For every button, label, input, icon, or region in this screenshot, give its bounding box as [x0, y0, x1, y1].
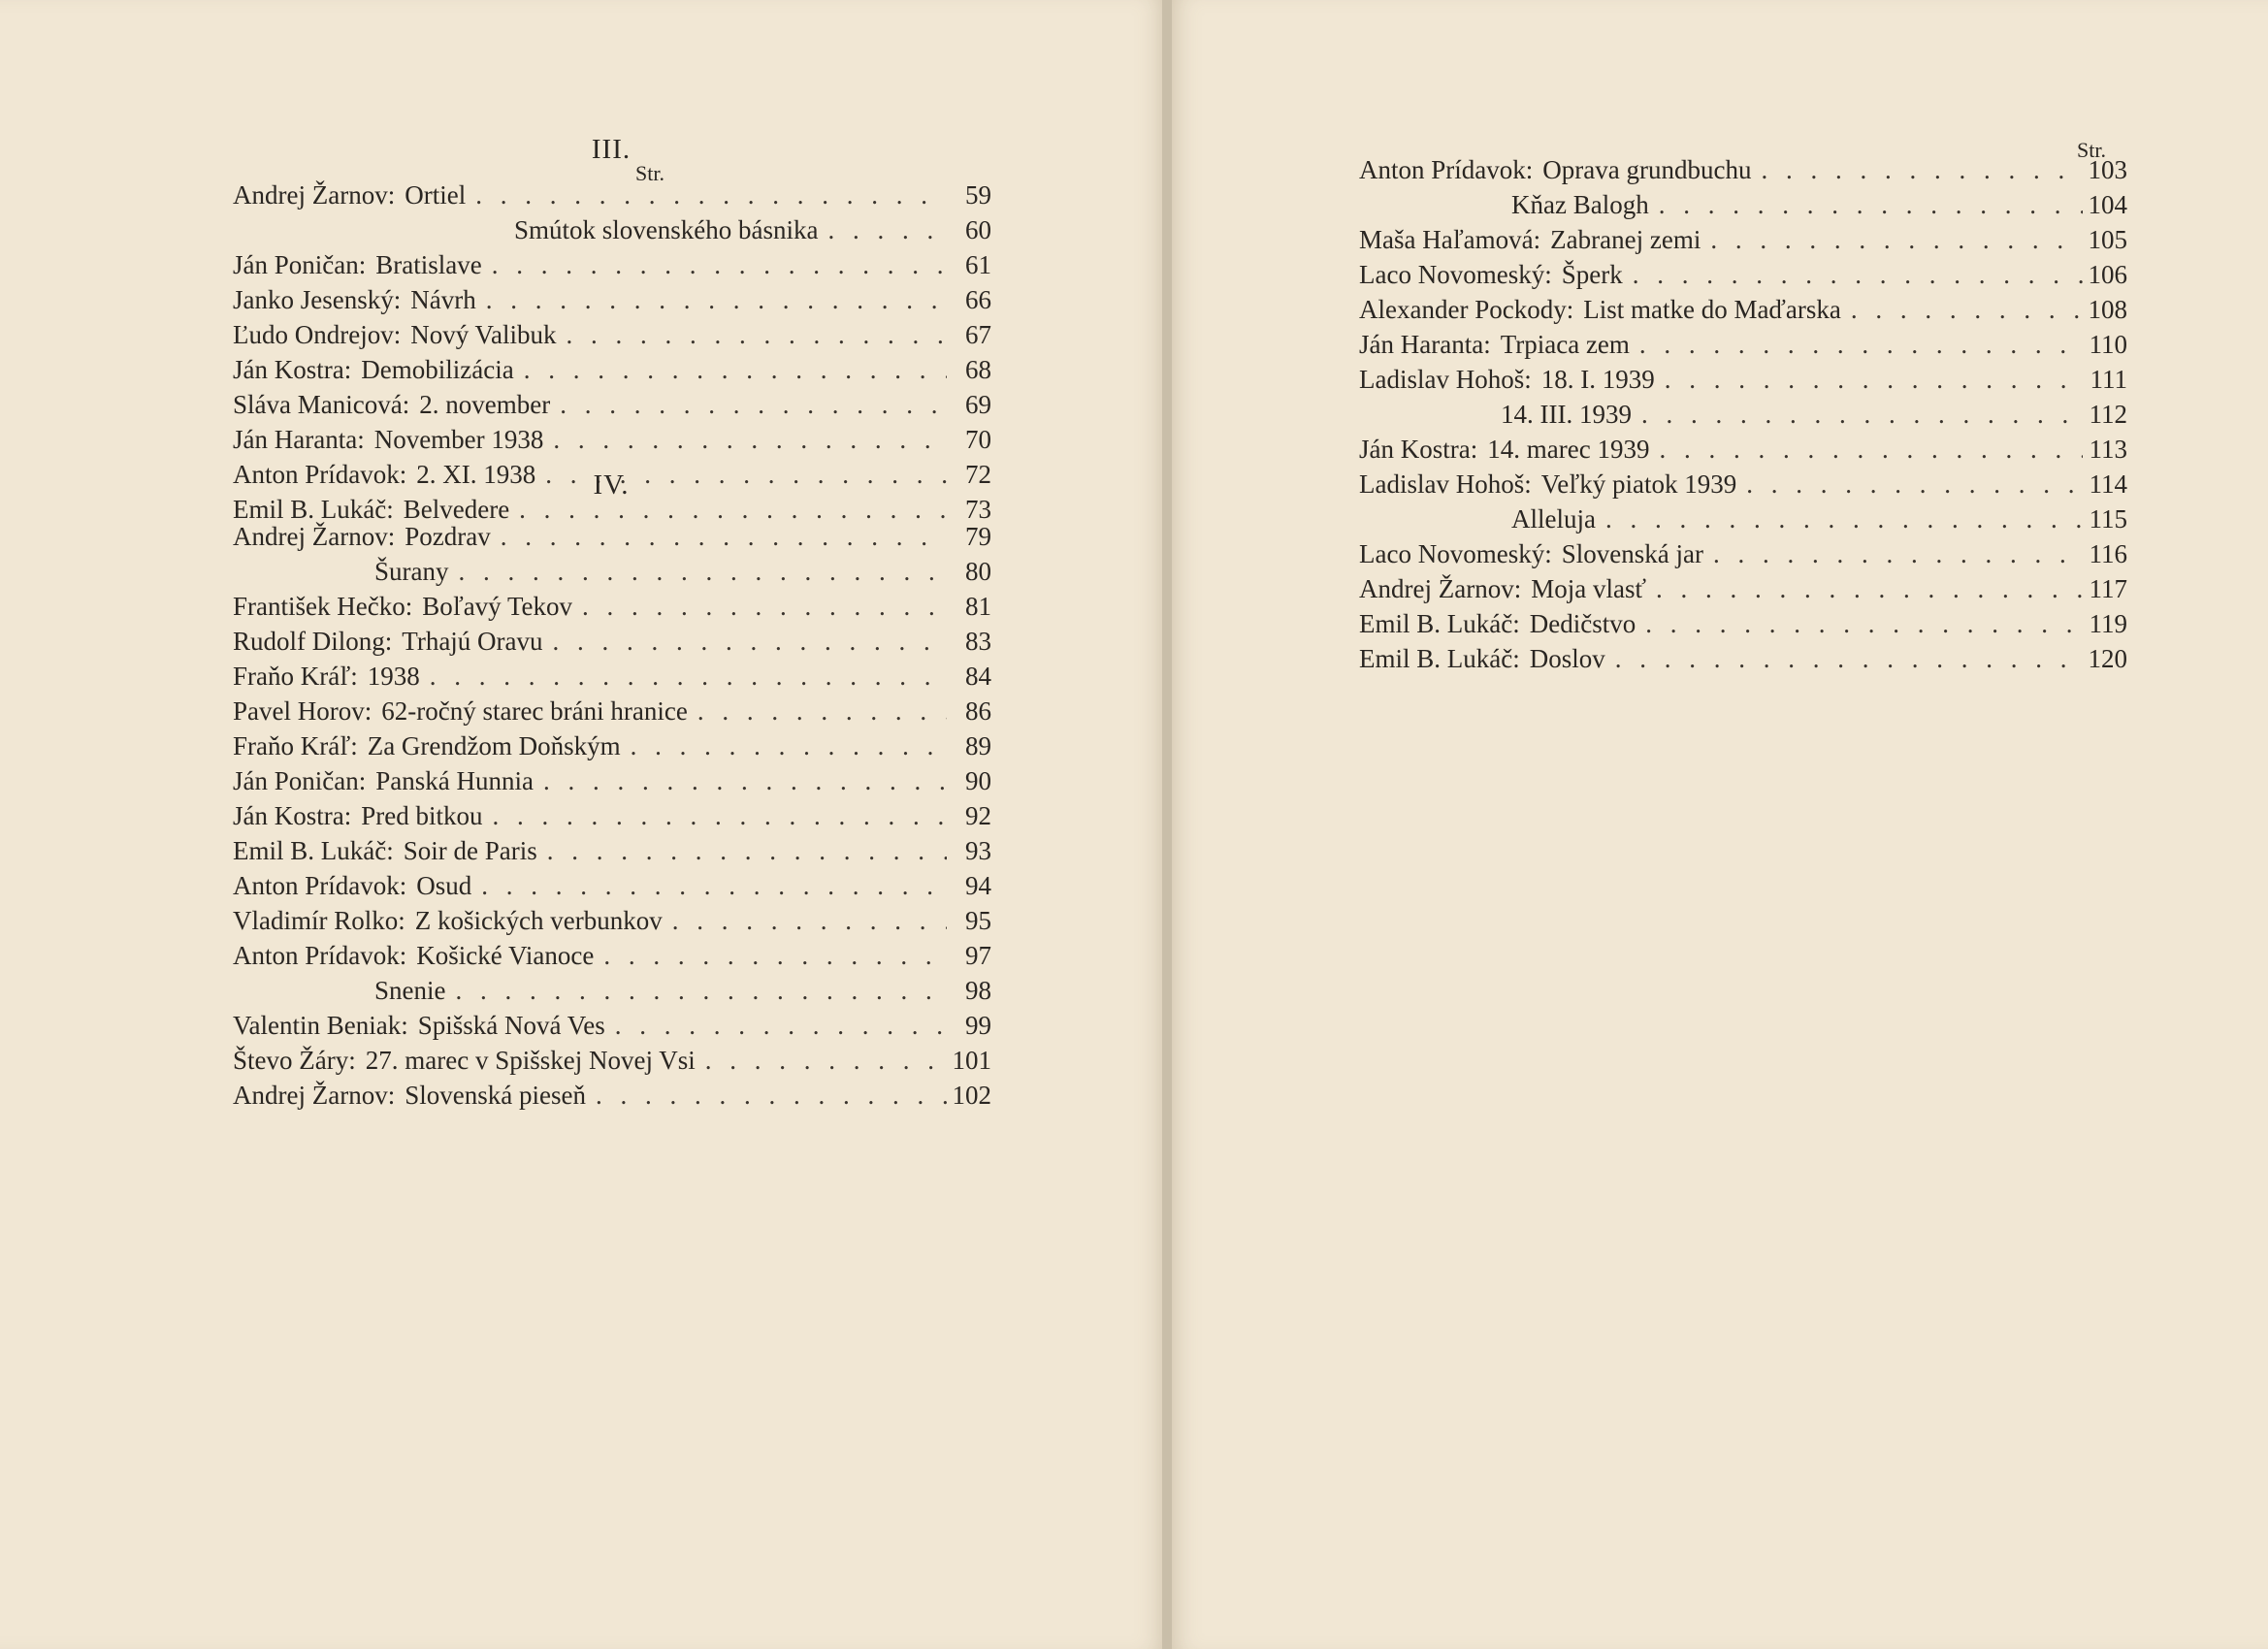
entry-author: Laco Novomeský [1359, 260, 1545, 289]
entry-page-number: 79 [965, 522, 991, 551]
entry-title: Dedičstvo [1529, 609, 1636, 638]
entry-author: Andrej Žarnov [233, 180, 388, 210]
entry-page-number: 117 [2089, 574, 2127, 603]
section-heading-4: IV. [593, 469, 630, 501]
toc-entry [1359, 469, 2127, 504]
entry-title: 1938 [367, 662, 420, 691]
author-separator: : [1533, 225, 1541, 254]
entry-author: František Hečko [233, 592, 405, 621]
author-separator: : [343, 801, 352, 830]
entry-author: Anton Prídavok [1359, 155, 1526, 184]
entry-page-number: 83 [965, 627, 991, 656]
page-column-label: Str. [635, 161, 664, 185]
toc-entry [233, 766, 991, 801]
dot-leader [1639, 330, 2083, 360]
dot-leader [672, 906, 947, 936]
entry-title: 14. marec 1939 [1487, 435, 1650, 464]
entry-author: Ján Kostra [233, 801, 344, 830]
entry-title: Kňaz Balogh [1511, 190, 1649, 219]
author-separator: : [348, 1046, 356, 1075]
author-separator: : [399, 460, 407, 489]
dot-leader [560, 390, 947, 420]
entry-author: Ján Poničan [233, 250, 359, 279]
entry-title: 14. III. 1939 [1501, 400, 1632, 429]
entry-page-number: 101 [952, 1046, 991, 1075]
entry-page-number: 73 [965, 495, 991, 524]
toc-entry [233, 1046, 991, 1081]
entry-page-number: 104 [2088, 190, 2127, 219]
toc-entry [1359, 330, 2127, 365]
entry-title: Slovenská pieseň [405, 1081, 586, 1110]
dot-leader [524, 355, 947, 385]
dot-leader [582, 592, 947, 622]
entry-author: Laco Novomeský [1359, 539, 1545, 568]
toc-entry [233, 215, 991, 250]
entry-page-number: 67 [965, 320, 991, 349]
entry-page-number: 112 [2089, 400, 2127, 429]
author-separator: : [357, 425, 365, 454]
entry-page-number: 106 [2088, 260, 2127, 289]
dot-leader [492, 250, 947, 280]
entry-title: Oprava grundbuchu [1542, 155, 1752, 184]
toc-entry [1359, 609, 2127, 644]
toc-entry [233, 976, 991, 1011]
entry-author: Sláva Manicová [233, 390, 403, 419]
author-separator: : [1524, 469, 1532, 499]
entry-page-number: 108 [2088, 295, 2127, 324]
toc-entry [233, 355, 991, 390]
author-separator: : [1544, 539, 1552, 568]
dot-leader [615, 1011, 947, 1041]
toc-entry [233, 390, 991, 425]
entry-title: Moja vlasť [1531, 574, 1646, 603]
entry-author: Ladislav Hohoš [1359, 469, 1525, 499]
section-heading-3: III. [591, 134, 632, 165]
author-separator: : [358, 766, 367, 795]
dot-leader [501, 522, 947, 552]
entry-page-number: 66 [965, 285, 991, 314]
author-separator: : [358, 250, 367, 279]
dot-leader [1641, 400, 2083, 430]
entry-author: Emil B. Lukáč [233, 495, 387, 524]
toc-entry [1359, 190, 2127, 225]
entry-title: Bratislave [375, 250, 482, 279]
author-separator: : [1483, 330, 1491, 359]
author-separator: : [401, 1011, 408, 1040]
author-separator: : [402, 390, 410, 419]
entry-page-number: 89 [965, 731, 991, 760]
entry-title: Spišská Nová Ves [417, 1011, 605, 1040]
entry-author: Števo Žáry [233, 1046, 349, 1075]
entry-page-number: 97 [965, 941, 991, 970]
entry-title: 18. I. 1939 [1540, 365, 1655, 394]
author-separator: : [405, 592, 413, 621]
entry-title: Soir de Paris [403, 836, 537, 865]
author-separator: : [1524, 365, 1532, 394]
toc-entry [233, 801, 991, 836]
entry-title: Košické Vianoce [416, 941, 595, 970]
entry-page-number: 98 [965, 976, 991, 1005]
entry-title: 2. XI. 1938 [416, 460, 536, 489]
entry-title: Veľký piatok 1939 [1540, 469, 1737, 499]
entry-title: Slovenská jar [1561, 539, 1703, 568]
dot-leader [430, 662, 947, 692]
entry-page-number: 69 [965, 390, 991, 419]
entry-author: Emil B. Lukáč [1359, 644, 1513, 673]
entry-page-number: 93 [965, 836, 991, 865]
entry-author: Anton Prídavok [233, 460, 400, 489]
entry-author: Andrej Žarnov [233, 522, 388, 551]
author-separator: : [1525, 155, 1534, 184]
author-separator: : [384, 627, 393, 656]
entry-title: Z košických verbunkov [414, 906, 663, 935]
author-separator: : [343, 355, 352, 384]
entry-title: Alleluja [1511, 504, 1596, 534]
author-separator: : [386, 495, 394, 524]
dot-leader [486, 285, 947, 315]
dot-leader [547, 836, 947, 866]
dot-leader [1645, 609, 2083, 639]
toc-entry [1359, 539, 2127, 574]
dot-leader [603, 941, 947, 971]
dot-leader [1746, 469, 2083, 500]
entry-title: Za Grendžom Doňským [367, 731, 621, 760]
entry-page-number: 99 [965, 1011, 991, 1040]
dot-leader [456, 976, 948, 1006]
entry-title: 62-ročný starec bráni hranice [381, 696, 688, 726]
entry-title: Pred bitkou [361, 801, 483, 830]
dot-leader [1713, 539, 2083, 569]
dot-leader [567, 320, 948, 350]
entry-title: 2. november [419, 390, 551, 419]
dot-leader [1656, 574, 2083, 604]
author-separator: : [398, 906, 405, 935]
toc-entry [233, 906, 991, 941]
entry-author: Emil B. Lukáč [1359, 609, 1513, 638]
entry-title: Trpiaca zem [1500, 330, 1630, 359]
entry-page-number: 114 [2089, 469, 2127, 499]
entry-title: Trhajú Oravu [402, 627, 543, 656]
author-separator: : [387, 522, 396, 551]
entry-page-number: 116 [2089, 539, 2127, 568]
toc-entry [233, 696, 991, 731]
toc-entry [1359, 365, 2127, 400]
author-separator: : [399, 871, 407, 900]
entry-page-number: 60 [965, 215, 991, 244]
entry-page-number: 84 [965, 662, 991, 691]
entry-author: Fraňo Kráľ [233, 731, 351, 760]
toc-entry [233, 1081, 991, 1116]
toc-entry [233, 731, 991, 766]
toc-entry [233, 285, 991, 320]
dot-leader [827, 215, 947, 245]
entry-title: List matke do Maďarska [1583, 295, 1841, 324]
toc-entry [233, 557, 991, 592]
dot-leader [1659, 435, 2083, 465]
entry-title: November 1938 [373, 425, 544, 454]
toc-entry [1359, 155, 2127, 190]
author-separator: : [1544, 260, 1552, 289]
toc-entry [1359, 644, 2127, 679]
entry-page-number: 103 [2088, 155, 2127, 184]
author-separator: : [350, 662, 358, 691]
entry-author: Ján Haranta [233, 425, 358, 454]
entry-title: Boľavý Tekov [422, 592, 573, 621]
entry-page-number: 94 [965, 871, 991, 900]
entry-page-number: 86 [965, 696, 991, 726]
toc-entry [233, 836, 991, 871]
author-separator: : [1512, 609, 1520, 638]
entry-page-number: 81 [965, 592, 991, 621]
entry-author: Ján Kostra [233, 355, 344, 384]
entry-title: Ortiel [405, 180, 467, 210]
entry-page-number: 119 [2089, 609, 2127, 638]
entry-page-number: 113 [2089, 435, 2127, 464]
entry-title: Snenie [374, 976, 446, 1005]
toc-entry [1359, 574, 2127, 609]
dot-leader [1665, 365, 2083, 395]
toc-entry [1359, 400, 2127, 435]
toc-entry [1359, 504, 2127, 539]
dot-leader [1710, 225, 2082, 255]
entry-author: Andrej Žarnov [233, 1081, 388, 1110]
author-separator: : [386, 836, 394, 865]
author-separator: : [399, 941, 407, 970]
entry-page-number: 90 [965, 766, 991, 795]
dot-leader [553, 425, 947, 455]
toc-entry [233, 662, 991, 696]
toc-entry [233, 522, 991, 557]
author-separator: : [387, 180, 396, 210]
entry-author: Rudolf Dilong [233, 627, 385, 656]
entry-author: Valentin Beniak [233, 1011, 402, 1040]
toc-entry [233, 320, 991, 355]
entry-author: Anton Prídavok [233, 871, 400, 900]
entry-page-number: 110 [2089, 330, 2127, 359]
dot-leader [1615, 644, 2083, 674]
entry-page-number: 111 [2090, 365, 2127, 394]
entry-title: Osud [416, 871, 472, 900]
author-separator: : [1513, 574, 1522, 603]
dot-leader [1851, 295, 2083, 325]
entry-author: Ladislav Hohoš [1359, 365, 1525, 394]
dot-leader [553, 627, 947, 657]
toc-entry [233, 941, 991, 976]
author-separator: : [393, 285, 402, 314]
entry-title: Smútok slovenského básnika [514, 215, 819, 244]
right-page [1172, 0, 2268, 1649]
toc-list-right [1359, 155, 2127, 679]
entry-title: Šperk [1561, 260, 1623, 289]
author-separator: : [364, 696, 373, 726]
entry-author: Vladimír Rolko [233, 906, 399, 935]
entry-title: 27. marec v Spišskej Novej Vsi [365, 1046, 696, 1075]
toc-entry [233, 592, 991, 627]
toc-entry [1359, 435, 2127, 469]
entry-page-number: 80 [965, 557, 991, 586]
entry-author: Anton Prídavok [233, 941, 400, 970]
dot-leader [1761, 155, 2082, 185]
dot-leader [493, 801, 948, 831]
entry-page-number: 102 [952, 1081, 991, 1110]
entry-author: Ján Kostra [1359, 435, 1471, 464]
entry-author: Ján Haranta [1359, 330, 1484, 359]
entry-page-number: 92 [965, 801, 991, 830]
entry-title: Zabranej zemi [1550, 225, 1701, 254]
dot-leader [475, 180, 947, 210]
toc-entry [233, 425, 991, 460]
entry-title: Demobilizácia [361, 355, 514, 384]
toc-list-section-4 [233, 522, 991, 1116]
entry-title: Doslov [1529, 644, 1605, 673]
toc-entry [233, 1011, 991, 1046]
author-separator: : [387, 1081, 396, 1110]
author-separator: : [350, 731, 358, 760]
entry-author: Ľudo Ondrejov [233, 320, 394, 349]
dot-leader [631, 731, 947, 761]
entry-author: Janko Jesenský [233, 285, 394, 314]
entry-page-number: 115 [2089, 504, 2127, 534]
dot-leader [543, 766, 947, 796]
dot-leader [481, 871, 947, 901]
dot-leader [1605, 504, 2083, 534]
entry-page-number: 72 [965, 460, 991, 489]
entry-author: Alexander Pockody [1359, 295, 1567, 324]
toc-entry [233, 627, 991, 662]
dot-leader [705, 1046, 947, 1076]
toc-entry [1359, 225, 2127, 260]
dot-leader [596, 1081, 947, 1111]
author-separator: : [1566, 295, 1574, 324]
dot-leader [459, 557, 948, 587]
entry-page-number: 59 [965, 180, 991, 210]
dot-leader [1659, 190, 2083, 220]
entry-page-number: 105 [2088, 225, 2127, 254]
toc-entry [1359, 295, 2127, 330]
entry-page-number: 120 [2088, 644, 2127, 673]
entry-title: Nový Valibuk [410, 320, 557, 349]
author-separator: : [393, 320, 402, 349]
entry-author: Fraňo Kráľ [233, 662, 351, 691]
entry-author: Ján Poničan [233, 766, 359, 795]
toc-entry [1359, 260, 2127, 295]
toc-entry [233, 871, 991, 906]
entry-title: Panská Hunnia [375, 766, 534, 795]
dot-leader [697, 696, 947, 727]
entry-author: Pavel Horov [233, 696, 365, 726]
entry-page-number: 61 [965, 250, 991, 279]
toc-entry [233, 250, 991, 285]
dot-leader [1633, 260, 2083, 290]
entry-author: Emil B. Lukáč [233, 836, 387, 865]
entry-title: Návrh [410, 285, 476, 314]
entry-author: Andrej Žarnov [1359, 574, 1514, 603]
page-column-label: Str. [2077, 138, 2106, 162]
entry-title: Belvedere [403, 495, 510, 524]
entry-page-number: 95 [965, 906, 991, 935]
author-separator: : [1470, 435, 1478, 464]
entry-page-number: 68 [965, 355, 991, 384]
toc-entry [233, 180, 991, 215]
entry-page-number: 70 [965, 425, 991, 454]
entry-title: Pozdrav [405, 522, 491, 551]
entry-author: Maša Haľamová [1359, 225, 1534, 254]
author-separator: : [1512, 644, 1520, 673]
entry-title: Šurany [374, 557, 449, 586]
